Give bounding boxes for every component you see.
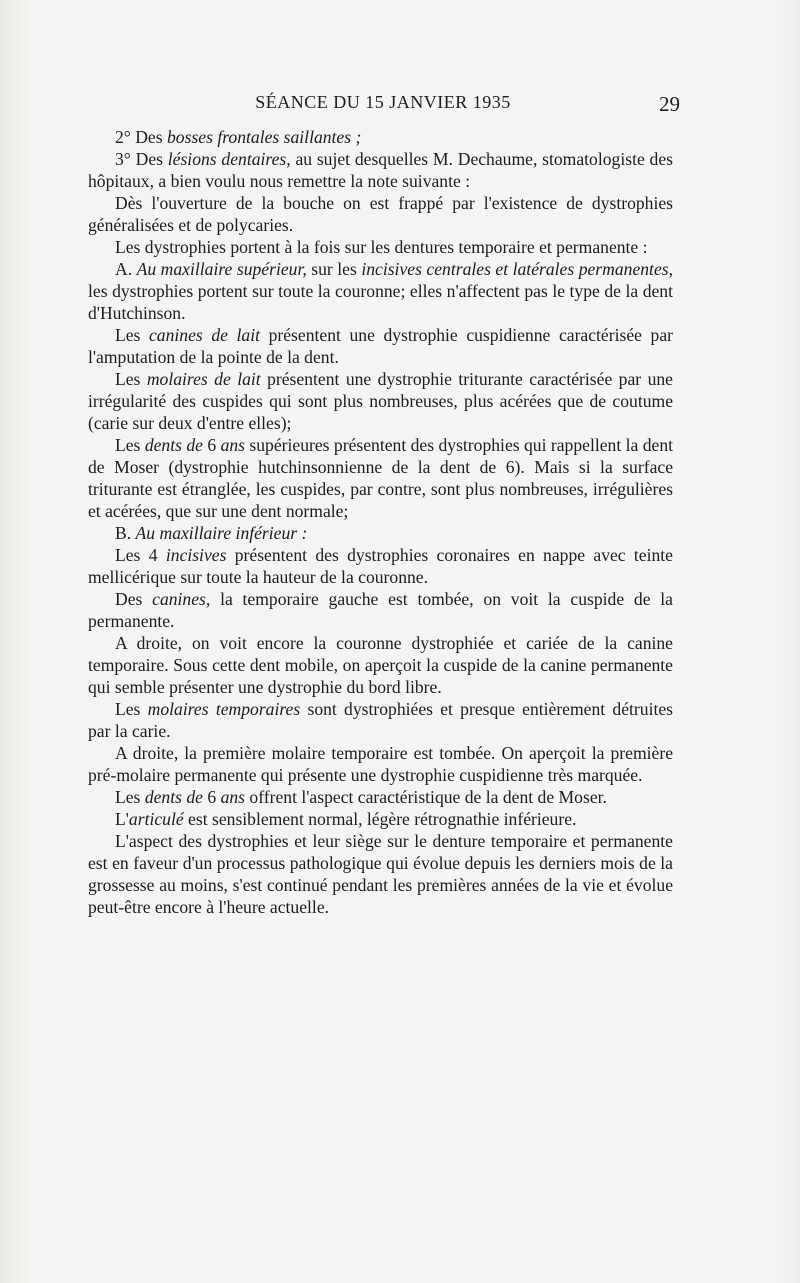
text-run: 6 bbox=[202, 787, 221, 807]
text-run: Les 4 bbox=[115, 545, 166, 565]
italic-text: canines de lait bbox=[149, 325, 260, 345]
text-run: A. bbox=[115, 259, 137, 279]
paragraph bbox=[88, 632, 673, 698]
page-number: 29 bbox=[659, 92, 680, 116]
text-run: sur les bbox=[306, 259, 362, 279]
paragraph bbox=[88, 324, 673, 368]
paragraph bbox=[88, 522, 673, 544]
italic-text: Au maxillaire supérieur, bbox=[136, 259, 307, 279]
italic-text: bosses frontales saillantes ; bbox=[167, 127, 362, 147]
text-run: offrent l'aspect caractéristique de la dent de Moser. bbox=[245, 787, 607, 807]
paragraph bbox=[88, 830, 673, 918]
paragraph bbox=[88, 588, 673, 632]
text-run: est sensiblement normal, légère rétrognathie inférieure. bbox=[183, 809, 577, 829]
italic-text: incisives centrales et latérales permanentes, bbox=[361, 259, 674, 279]
italic-text: dents de bbox=[144, 435, 203, 455]
text-run: L'aspect des dystrophies et leur siège sur le denture temporaire et permanente est en faveur d'un processus pathologique qui évolue depuis les derniers mois de la grossesse au moins, s'est continué pendant les premières années de la vie et évolue peut-être encore à l'heure actuelle. bbox=[88, 831, 673, 917]
paragraph bbox=[88, 698, 673, 742]
text-run: A droite, la première molaire temporaire est tombée. On aperçoit la première pré-molaire permanente qui présente une dystrophie cuspidienne très marquée. bbox=[88, 743, 673, 785]
text-run: B. bbox=[115, 523, 136, 543]
text-run: Les bbox=[115, 325, 149, 345]
italic-text: ans bbox=[220, 435, 246, 455]
text-run: L' bbox=[115, 809, 129, 829]
italic-text: ans bbox=[220, 787, 246, 807]
text-run: Les bbox=[115, 369, 147, 389]
italic-text: lésions dentaires, bbox=[167, 149, 291, 169]
text-run: 6 bbox=[202, 435, 221, 455]
paragraph bbox=[88, 808, 673, 830]
italic-text: incisives bbox=[165, 545, 227, 565]
italic-text: articulé bbox=[128, 809, 184, 829]
text-run: Les dystrophies portent à la fois sur les dentures temporaire et permanente : bbox=[115, 237, 648, 257]
text-run: Les bbox=[115, 787, 145, 807]
text-run: présentent une dystrophie cuspidienne caractérisée par l'amputation de la pointe de la dent. bbox=[88, 325, 674, 367]
paragraph bbox=[88, 192, 673, 236]
text-run: supérieures présentent des dystrophies qui rappellent la dent de Moser (dystrophie hutchinsonnienne de la dent de 6). Mais si la surface triturante est étranglée, les cuspides, par contre, sont plus nombreuses, irrégulières et acérées, que sur une dent normale; bbox=[88, 435, 674, 521]
paragraph bbox=[88, 258, 673, 324]
text-run: au sujet desquelles M. Dechaume, stomatologiste des hôpitaux, a bien voulu nous remettre la note suivante : bbox=[88, 149, 673, 191]
text-run: Les bbox=[115, 435, 145, 455]
paragraph bbox=[88, 434, 673, 522]
paragraph bbox=[88, 544, 673, 588]
text-run: A droite, on voit encore la couronne dystrophiée et cariée de la canine temporaire. Sous cette dent mobile, on aperçoit la cuspide de la canine permanente qui semble présenter une dystrophie du bord libre. bbox=[88, 633, 673, 697]
text-run: présentent des dystrophies coronaires en nappe avec teinte mellicérique sur toute la hauteur de la couronne. bbox=[88, 545, 673, 587]
paragraph bbox=[88, 126, 673, 148]
page-header bbox=[88, 92, 678, 122]
paragraph bbox=[88, 236, 673, 258]
text-run: Les bbox=[115, 699, 148, 719]
paragraph bbox=[88, 148, 673, 192]
text-run: Des bbox=[115, 589, 153, 609]
paragraph bbox=[88, 742, 673, 786]
body-text bbox=[88, 126, 673, 918]
italic-text: dents de bbox=[144, 787, 203, 807]
paragraph bbox=[88, 786, 673, 808]
paragraph bbox=[88, 368, 673, 434]
text-run: sont dystrophiées et presque entièrement détruites par la carie. bbox=[88, 699, 673, 741]
text-run: Dès l'ouverture de la bouche on est frappé par l'existence de dystrophies généralisées et de polycaries. bbox=[88, 193, 673, 235]
italic-text: canines, bbox=[152, 589, 211, 609]
text-run: les dystrophies portent sur toute la couronne; elles n'affectent pas le type de la dent d'Hutchinson. bbox=[88, 281, 673, 323]
text-run: 3° Des bbox=[115, 149, 168, 169]
text-run: présentent une dystrophie triturante caractérisée par une irrégularité des cuspides qui sont plus nombreuses, plus acérées que de coutume (carie sur deux d'entre elles); bbox=[88, 369, 673, 433]
italic-text: molaires temporaires bbox=[147, 699, 301, 719]
italic-text: Au maxillaire inférieur : bbox=[135, 523, 308, 543]
running-head: SÉANCE DU 15 JANVIER 1935 bbox=[255, 92, 511, 112]
italic-text: molaires de lait bbox=[146, 369, 261, 389]
text-run: la temporaire gauche est tombée, on voit la cuspide de la permanente. bbox=[88, 589, 673, 631]
text-run: 2° Des bbox=[115, 127, 167, 147]
